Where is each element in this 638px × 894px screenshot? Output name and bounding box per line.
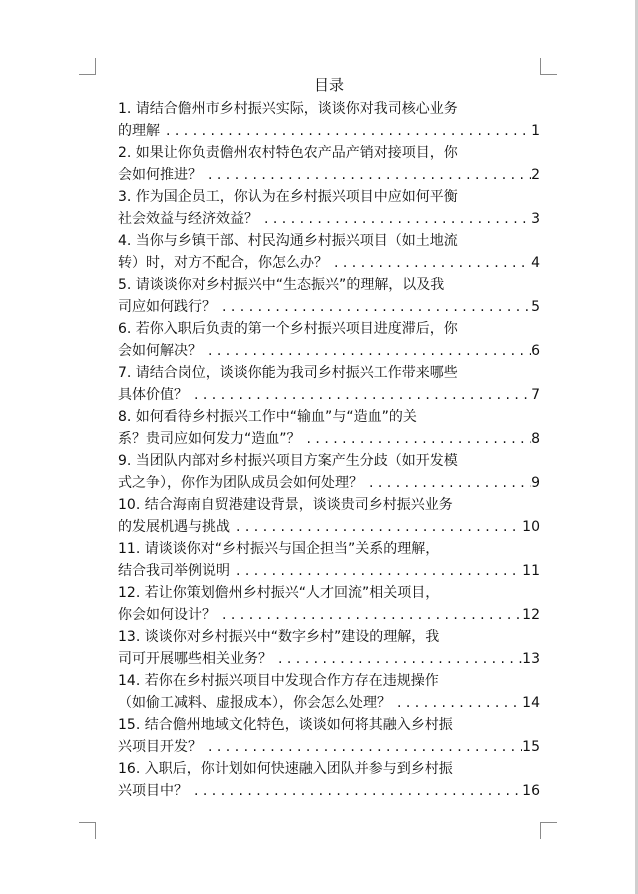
toc-entry-title-continued: 系？贵司应如何发力“造血”？ [118,431,301,447]
toc-entry-title: 5. 请谈谈你对乡村振兴中“生态振兴”的理解，以及我 [118,277,445,293]
toc-page-number: 14 [522,695,540,711]
toc-page-number: 6 [531,343,540,359]
table-of-contents [118,72,540,802]
toc-entry-line2 [118,340,540,362]
toc-entry-title: 9. 当团队内部对乡村振兴项目方案产生分歧（如开发模 [118,453,458,469]
toc-entry-title-continued: 司可开展哪些相关业务？ [118,651,272,667]
toc-page-number: 7 [531,387,540,403]
toc-entry-title: 1. 请结合儋州市乡村振兴实际，谈谈你对我司核心业务 [118,101,458,117]
toc-dot-leader [188,780,522,802]
toc-page-number: 16 [522,783,540,799]
toc-entry-title-continued: 的发展机遇与挑战 [118,519,230,535]
toc-entry-title: 4. 当你与乡镇干部、村民沟通乡村振兴项目（如土地流 [118,233,458,249]
toc-entry-title-continued: 兴项目开发？ [118,739,202,755]
toc-entry-title-continued: 你会如何设计？ [118,607,216,623]
toc-entry[interactable] [118,450,540,494]
toc-entry[interactable] [118,538,540,582]
toc-entry[interactable] [118,142,540,186]
toc-entry-line2 [118,648,540,670]
crop-mark-bottom-left [79,822,96,839]
toc-entry-title-continued: 社会效益与经济效益？ [118,211,258,227]
toc-entry-line2 [118,736,540,758]
toc-entry[interactable] [118,670,540,714]
toc-entry[interactable] [118,318,540,362]
toc-entry-title-continued: 会如何解决？ [118,343,202,359]
toc-entry[interactable] [118,274,540,318]
toc-dot-leader [216,604,522,626]
toc-dot-leader [363,472,531,494]
toc-entry[interactable] [118,98,540,142]
toc-dot-leader [272,648,522,670]
toc-dot-leader [160,120,531,142]
toc-entry-title: 12. 若让你策划儋州乡村振兴“人才回流”相关项目， [118,585,440,601]
toc-page-number: 10 [522,519,540,535]
toc-page-number: 4 [531,255,540,271]
crop-mark-bottom-right [540,822,557,839]
toc-entry-title: 15. 结合儋州地域文化特色，谈谈如何将其融入乡村振 [118,717,453,733]
toc-entry-line2 [118,428,540,450]
toc-entry-title: 11. 请谈谈你对“乡村振兴与国企担当”关系的理解， [118,541,440,557]
toc-page-number: 8 [531,431,540,447]
crop-mark-top-right [540,58,557,75]
toc-entry-title: 8. 如何看待乡村振兴工作中“输血”与“造血”的关 [118,409,417,425]
toc-entry-title: 3. 作为国企员工，你认为在乡村振兴项目中应如何平衡 [118,189,458,205]
toc-page-number: 12 [522,607,540,623]
toc-entry[interactable] [118,406,540,450]
toc-dot-leader [258,208,531,230]
toc-entry-line2 [118,516,540,538]
toc-entry[interactable] [118,230,540,274]
toc-dot-leader [391,692,522,714]
toc-dot-leader [188,384,531,406]
toc-entry-line2 [118,252,540,274]
toc-dot-leader [202,340,531,362]
toc-page-number: 1 [531,123,540,139]
toc-entry-line2 [118,208,540,230]
toc-entry-title-continued: 司应如何践行？ [118,299,216,315]
toc-entry-title: 14. 若你在乡村振兴项目中发现合作方存在违规操作 [118,673,439,689]
toc-entry-line2 [118,560,540,582]
toc-page-number: 2 [531,167,540,183]
toc-entry-line2 [118,120,540,142]
toc-entry-line2 [118,692,540,714]
toc-dot-leader [216,296,531,318]
toc-page-number: 3 [531,211,540,227]
toc-entry[interactable] [118,758,540,802]
toc-entry[interactable] [118,714,540,758]
toc-entry-title: 6. 若你入职后负责的第一个乡村振兴项目进度滞后，你 [118,321,458,337]
toc-entry-title-continued: 具体价值？ [118,387,188,403]
toc-entry-line2 [118,604,540,626]
toc-page-number: 13 [522,651,540,667]
crop-mark-top-left [79,58,96,75]
toc-entry-title: 10. 结合海南自贸港建设背景，谈谈贵司乡村振兴业务 [118,497,453,513]
toc-dot-leader [202,736,522,758]
toc-entry[interactable] [118,626,540,670]
toc-entry-title-continued: 转）时，对方不配合，你怎么办？ [118,255,328,271]
toc-entry-title: 16. 入职后，你计划如何快速融入团队并参与到乡村振 [118,761,453,777]
toc-entry-title-continued: 结合我司举例说明 [118,563,230,579]
toc-page-number: 5 [531,299,540,315]
toc-page-number: 9 [531,475,540,491]
toc-entry-title: 7. 请结合岗位，谈谈你能为我司乡村振兴工作带来哪些 [118,365,458,381]
toc-dot-leader [328,252,531,274]
toc-title: 目录 [313,76,344,94]
toc-entry-line2 [118,296,540,318]
toc-entry-title-continued: 兴项目中？ [118,783,188,799]
toc-entry-line2 [118,164,540,186]
toc-entry-line2 [118,384,540,406]
toc-entry[interactable] [118,186,540,230]
toc-page-number: 11 [522,563,540,579]
toc-entry-line2 [118,472,540,494]
toc-entry-title-continued: 会如何推进？ [118,167,202,183]
toc-dot-leader [230,516,522,538]
toc-entry[interactable] [118,362,540,406]
toc-dot-leader [301,428,532,450]
toc-entry-title-continued: 式之争），你作为团队成员会如何处理？ [118,475,363,491]
toc-entry-title-continued: 的理解 [118,123,160,139]
toc-entry[interactable] [118,494,540,538]
toc-entry-title-continued: （如偷工减料、虚报成本），你会怎么处理？ [118,695,391,711]
toc-page-number: 15 [522,739,540,755]
toc-entry-title: 13. 谈谈你对乡村振兴中“数字乡村”建设的理解，我 [118,629,440,645]
toc-entry-title: 2. 如果让你负责儋州农村特色农产品产销对接项目，你 [118,145,458,161]
toc-entry[interactable] [118,582,540,626]
toc-list [118,98,540,802]
toc-entry-line2 [118,780,540,802]
toc-dot-leader [202,164,531,186]
toc-dot-leader [230,560,522,582]
